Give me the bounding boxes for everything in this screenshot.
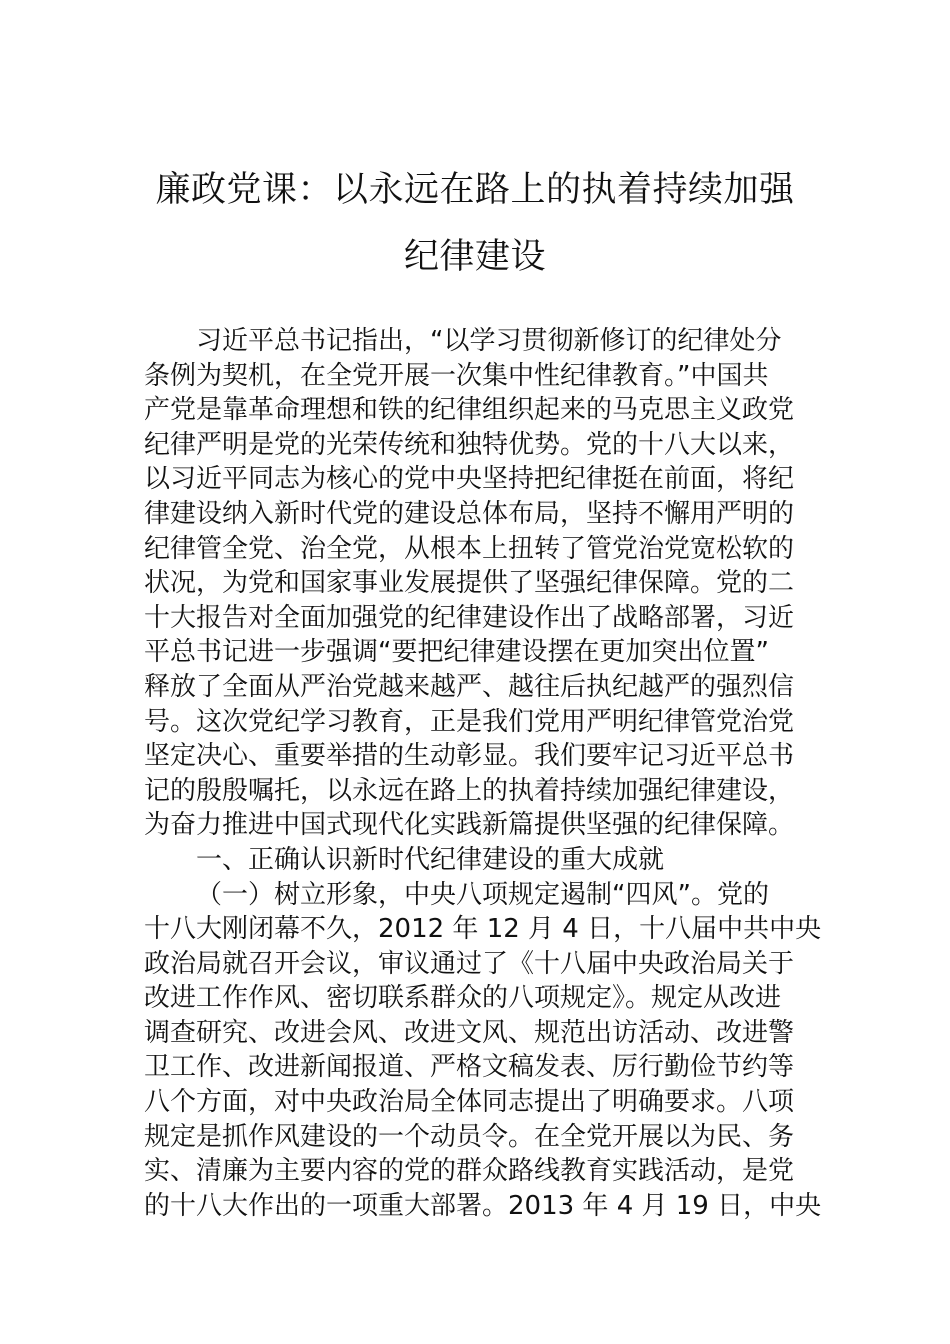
paragraph-line: （一）树立形象，中央八项规定遏制“四风”。党的 bbox=[196, 879, 769, 910]
paragraph-line: 规定是抓作风建设的一个动员令。在全党开展以为民、务 bbox=[144, 1121, 795, 1152]
paragraph-line: 号。这次党纪学习教育，正是我们党用严明纪律管党治党 bbox=[144, 706, 795, 737]
paragraph-line: 十八大刚闭幕不久，2012 年 12 月 4 日，十八届中共中央 bbox=[144, 914, 822, 945]
paragraph-line: 改进工作作风、密切联系群众的八项规定》。规定从改进 bbox=[144, 983, 782, 1014]
paragraph-line: 产党是靠革命理想和铁的纪律组织起来的马克思主义政党 bbox=[144, 395, 795, 426]
paragraph-line: 记的殷殷嘱托，以永远在路上的执着持续加强纪律建设， bbox=[144, 775, 795, 806]
paragraph-line: 政治局就召开会议，审议通过了《十八届中央政治局关于 bbox=[144, 948, 795, 979]
section-heading: 一、正确认识新时代纪律建设的重大成就 bbox=[196, 844, 665, 875]
paragraph-line: 调查研究、改进会风、改进文风、规范出访活动、改进警 bbox=[144, 1017, 795, 1048]
paragraph-line: 状况，为党和国家事业发展提供了坚强纪律保障。党的二 bbox=[144, 568, 795, 599]
paragraph-line: 习近平总书记指出，“以学习贯彻新修订的纪律处分 bbox=[196, 326, 782, 356]
paragraph-line: 纪律严明是党的光荣传统和独特优势。党的十八大以来， bbox=[144, 429, 795, 460]
paragraph-line: 的十八大作出的一项重大部署。2013 年 4 月 19 日，中央 bbox=[144, 1190, 822, 1221]
document-body bbox=[144, 324, 822, 1223]
paragraph-line: 十大报告对全面加强党的纪律建设作出了战略部署，习近 bbox=[144, 602, 795, 633]
paragraph-line: 八个方面，对中央政治局全体同志提出了明确要求。八项 bbox=[144, 1087, 795, 1118]
paragraph-line: 条例为契机，在全党开展一次集中性纪律教育。”中国共 bbox=[144, 360, 769, 391]
paragraph-line: 律建设纳入新时代党的建设总体布局，坚持不懈用严明的 bbox=[144, 498, 795, 529]
paragraph-line: 纪律管全党、治全党，从根本上扭转了管党治党宽松软的 bbox=[144, 533, 795, 564]
paragraph-line: 坚定决心、重要举措的生动彰显。我们要牢记习近平总书 bbox=[144, 741, 795, 772]
paragraph-line: 以习近平同志为核心的党中央坚持把纪律挺在前面，将纪 bbox=[144, 464, 795, 495]
paragraph-line: 平总书记进一步强调“要把纪律建设摆在更加突出位置” bbox=[144, 637, 769, 668]
paragraph-line: 实、清廉为主要内容的党的群众路线教育实践活动，是党 bbox=[144, 1156, 795, 1187]
document-title-line-2: 纪律建设 bbox=[403, 237, 546, 277]
document-title-line-1: 廉政党课：以永远在路上的执着持续加强 bbox=[155, 170, 795, 210]
paragraph-line: 为奋力推进中国式现代化实践新篇提供坚强的纪律保障。 bbox=[144, 810, 795, 841]
paragraph-line: 卫工作、改进新闻报道、严格文稿发表、厉行勤俭节约等 bbox=[144, 1052, 795, 1083]
paragraph-line: 释放了全面从严治党越来越严、越往后执纪越严的强烈信 bbox=[144, 671, 795, 702]
